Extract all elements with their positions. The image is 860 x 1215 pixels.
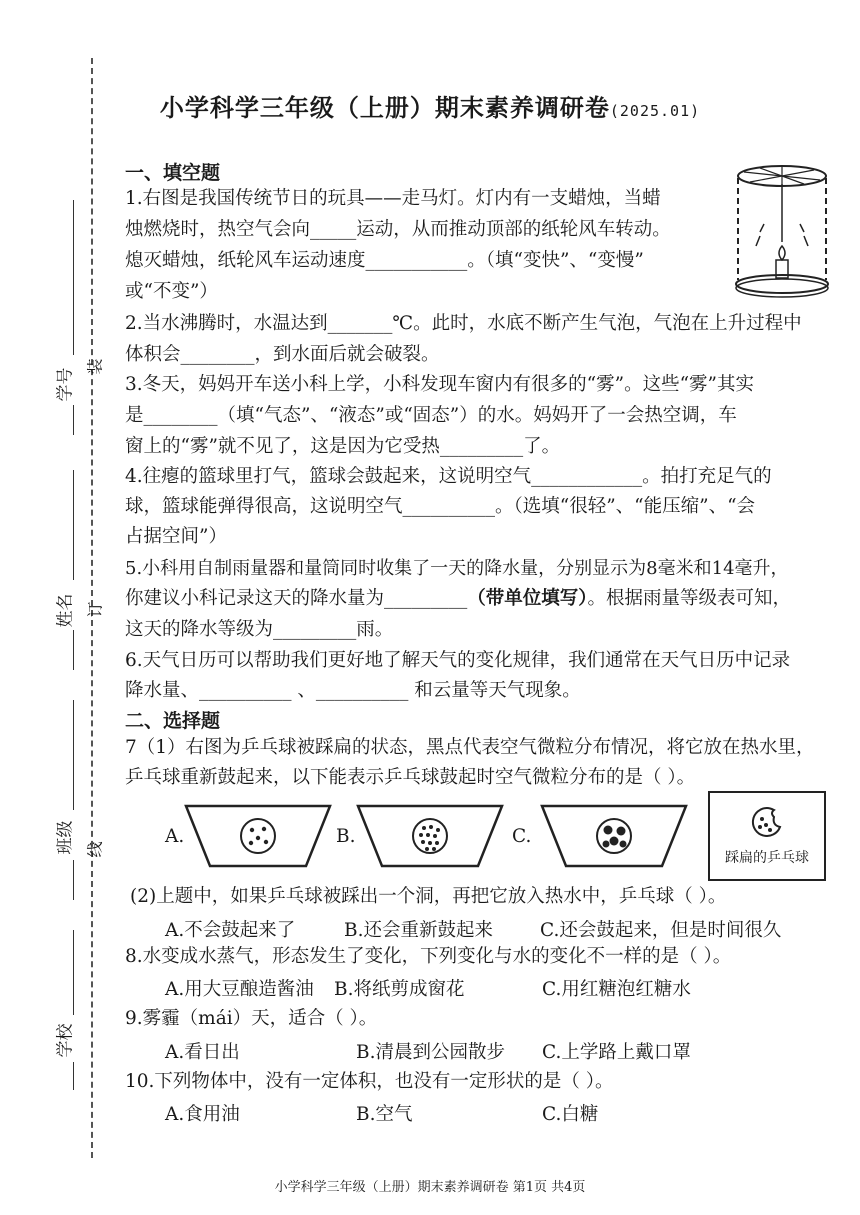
q5-line-2b: （带单位填写） (467, 588, 588, 609)
q7-part-2-option-b: B.还会重新鼓起来 (344, 920, 493, 941)
section-1-heading: 一、填空题 (125, 162, 221, 184)
student-id-label: 学号 (55, 367, 76, 402)
q10-stem: 10.下列物体中，没有一定体积，也没有一定形状的是（ ）。 (125, 1071, 614, 1092)
q1-line-1: 1.右图是我国传统节日的玩具——走马灯。灯内有一支蜡烛，当蜡 (125, 188, 661, 209)
q3-line-1: 3.冬天，妈妈开车送小科上学，小科发现车窗内有很多的“雾”。这些“雾”其实 (125, 374, 754, 395)
name-field[interactable] (73, 470, 74, 580)
q2-line-1: 2.当水沸腾时，水温达到_______℃。此时，水底不断产生气泡，气泡在上升过程中 (125, 313, 802, 334)
class-field-tail (73, 860, 74, 900)
page-title (0, 88, 860, 123)
q4-line-1: 4.往瘪的篮球里打气，篮球会鼓起来，这说明空气____________。拍打充足气的 (125, 466, 772, 487)
q1-line-2: 烛燃烧时，热空气会向_____运动，从而推动顶部的纸轮风车转动。 (125, 219, 671, 240)
q7-part-2-option-a: A.不会鼓起来了 (165, 920, 296, 941)
q6-line-2: 降水量、__________ 、__________ 和云量等天气现象。 (125, 680, 581, 701)
bind-mark-zhuang: 装 (85, 358, 105, 375)
q9-option-b: B.清晨到公园散步 (356, 1042, 505, 1063)
class-field[interactable] (73, 700, 74, 810)
student-id-field[interactable] (73, 200, 74, 355)
title-text: 小学科学三年级（上册）期末素养调研卷 (159, 93, 610, 122)
q7-option-b-figure (354, 800, 506, 872)
q2-line-2: 体积会________，到水面后就会破裂。 (125, 344, 440, 365)
bind-mark-xian: 线 (85, 841, 105, 858)
q8-stem: 8.水变成水蒸气，形态发生了变化，下列变化与水的变化不一样的是（ ）。 (125, 946, 732, 967)
q5-line-2c: 。根据雨量等级表可知， (587, 588, 792, 609)
school-label: 学校 (55, 1023, 76, 1058)
q8-option-c: C.用红糖泡红糖水 (542, 979, 691, 1000)
q7-option-c-label: C. (512, 826, 532, 847)
q6-line-1: 6.天气日历可以帮助我们更好地了解天气的变化规律，我们通常在天气日历中记录 (125, 650, 791, 671)
q8-option-a: A.用大豆酿造酱油 (165, 979, 314, 1000)
q7-option-c-figure (538, 800, 690, 872)
q7-option-b-label: B. (336, 826, 356, 847)
name-field-tail (73, 630, 74, 670)
q1-line-4: 或“不变”） (125, 281, 218, 302)
q5-line-2a: 你建议小科记录这天的降水量为_________ (125, 588, 468, 609)
q10-option-c: C.白糖 (542, 1104, 599, 1125)
q5-line-1: 5.小科用自制雨量器和量筒同时收集了一天的降水量，分别显示为8毫米和14毫升， (125, 558, 789, 579)
q7-line-2: 乒乓球重新鼓起来，以下能表示乒乓球鼓起时空气微粒分布的是（ ）。 (125, 767, 696, 788)
q5-line-3: 这天的降水等级为_________雨。 (125, 619, 394, 640)
flattened-ball-icon (750, 805, 784, 839)
school-field-tail (73, 1062, 74, 1090)
q7-part-2-option-c: C.还会鼓起来，但是时间很久 (540, 920, 782, 941)
page-footer: 小学科学三年级（上册）期末素养调研卷 第1页 共4页 (274, 1180, 586, 1195)
section-2-heading: 二、选择题 (125, 710, 221, 732)
q3-line-3: 窗上的“雾”就不见了，这是因为它受热_________了。 (125, 436, 561, 457)
lantern-illustration (730, 162, 835, 302)
q9-option-a: A.看日出 (165, 1042, 240, 1063)
q1-line-3: 熄灭蜡烛，纸轮风车运动速度___________。（填“变快”、“变慢” (125, 250, 644, 271)
q8-option-b: B.将纸剪成窗花 (334, 979, 465, 1000)
q7-option-a-figure (182, 800, 334, 872)
q4-line-3: 占据空间”） (125, 526, 227, 547)
q4-line-2: 球，篮球能弹得很高，这说明空气__________。（选填“很轻”、“能压缩”、“会 (125, 496, 756, 517)
student-id-field-tail (73, 405, 74, 435)
q10-option-a: A.食用油 (165, 1104, 240, 1125)
name-label: 姓名 (55, 593, 76, 628)
bind-mark-ding: 订 (85, 601, 105, 618)
q9-option-c: C.上学路上戴口罩 (542, 1042, 691, 1063)
flattened-ball-caption: 踩扁的乒乓球 (725, 850, 809, 866)
q7-option-a-label: A. (165, 826, 185, 847)
q5-line-2 (125, 586, 791, 612)
q10-option-b: B.空气 (356, 1104, 413, 1125)
class-label: 班级 (55, 820, 76, 855)
school-field[interactable] (73, 930, 74, 1015)
title-date: (2025.01) (609, 102, 701, 120)
flattened-ball-box (708, 791, 826, 881)
q3-line-2: 是________（填“气态”、“液态”或“固态”）的水。妈妈开了一会热空调，车 (125, 405, 737, 426)
q7-part-2: (2)上题中，如果乒乓球被踩出一个洞，再把它放入热水中，乒乓球（ ）。 (130, 886, 727, 907)
q7-line-1: 7（1）右图为乒乓球被踩扁的状态，黑点代表空气微粒分布情况，将它放在热水里， (125, 737, 815, 758)
q9-stem: 9.雾霾（mái）天，适合（ ）。 (125, 1008, 378, 1029)
